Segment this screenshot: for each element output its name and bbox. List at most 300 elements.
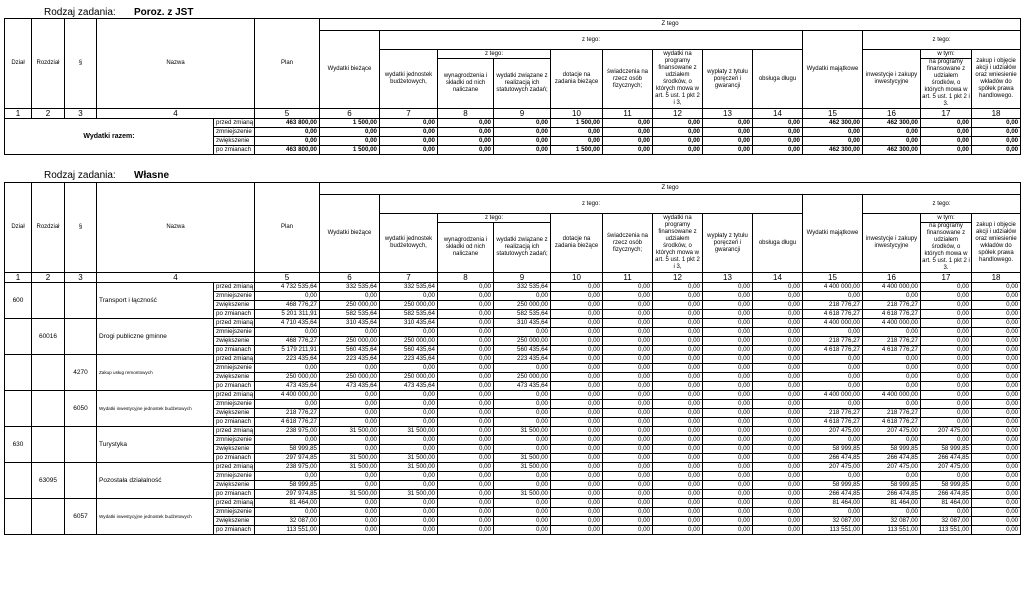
value-cell: 250 000,00	[320, 301, 380, 310]
value-cell: 0,00	[753, 373, 803, 382]
value-cell: 81 464,00	[863, 499, 921, 508]
table-row	[5, 355, 1021, 364]
value-cell: 0,00	[320, 481, 380, 490]
wydatki-razem-label: Wydatki razem:	[5, 119, 214, 155]
col-wydatki-biezace: Wydatki bieżące	[320, 195, 380, 273]
stage-label: po zmianach	[214, 382, 255, 391]
value-cell: 332 535,64	[380, 283, 438, 292]
num-9: 9	[494, 273, 551, 283]
num-2: 2	[32, 273, 65, 283]
num-15: 15	[803, 109, 863, 119]
value-cell: 0,00	[438, 346, 494, 355]
nazwa-cell: Drogi publiczne gminne	[97, 319, 214, 355]
col-w-tym: w tym:	[921, 50, 972, 59]
value-cell: 0,00	[551, 526, 603, 535]
value-cell: 0,00	[653, 481, 703, 490]
value-cell: 0,00	[863, 137, 921, 146]
value-cell: 0,00	[551, 391, 603, 400]
value-cell: 0,00	[255, 328, 320, 337]
col-programy-biez: wydatki na programy finansowane z udziałem środków, o których mowa w art. 5 ust. 1 pkt 2 i 3,	[653, 50, 703, 109]
value-cell: 0,00	[494, 391, 551, 400]
value-cell: 0,00	[438, 409, 494, 418]
value-cell: 0,00	[863, 472, 921, 481]
value-cell: 0,00	[494, 119, 551, 128]
value-cell: 0,00	[753, 128, 803, 137]
value-cell: 0,00	[753, 481, 803, 490]
stage-label: zmniejszenie	[214, 472, 255, 481]
num-3: 3	[65, 109, 97, 119]
num-11: 11	[603, 109, 653, 119]
value-cell: 0,00	[703, 472, 753, 481]
value-cell: 0,00	[255, 137, 320, 146]
value-cell: 81 464,00	[255, 499, 320, 508]
value-cell: 0,00	[653, 128, 703, 137]
value-cell: 250 000,00	[320, 373, 380, 382]
value-cell: 0,00	[603, 292, 653, 301]
value-cell: 0,00	[921, 418, 972, 427]
value-cell: 0,00	[703, 346, 753, 355]
value-cell: 0,00	[972, 463, 1021, 472]
value-cell: 0,00	[753, 427, 803, 436]
section1-title	[44, 7, 193, 18]
value-cell: 207 475,00	[921, 463, 972, 472]
value-cell: 0,00	[320, 418, 380, 427]
value-cell: 4 710 435,64	[255, 319, 320, 328]
value-cell: 0,00	[703, 400, 753, 409]
value-cell: 0,00	[921, 283, 972, 292]
value-cell: 0,00	[972, 472, 1021, 481]
stage-label: po zmianach	[214, 310, 255, 319]
value-cell: 0,00	[863, 328, 921, 337]
value-cell: 0,00	[603, 391, 653, 400]
num-17: 17	[921, 273, 972, 283]
col-z-tego: Z tego	[320, 19, 1021, 31]
value-cell: 0,00	[438, 418, 494, 427]
value-cell: 0,00	[703, 328, 753, 337]
value-cell: 0,00	[603, 373, 653, 382]
value-cell: 0,00	[551, 337, 603, 346]
value-cell: 58 999,85	[921, 481, 972, 490]
value-cell: 0,00	[703, 119, 753, 128]
value-cell: 0,00	[972, 517, 1021, 526]
value-cell: 238 975,00	[255, 427, 320, 436]
stage-label: zmniejszenie	[214, 364, 255, 373]
value-cell: 0,00	[921, 137, 972, 146]
value-cell: 0,00	[653, 463, 703, 472]
value-cell: 0,00	[753, 119, 803, 128]
value-cell: 0,00	[753, 454, 803, 463]
value-cell: 0,00	[551, 427, 603, 436]
value-cell: 0,00	[380, 409, 438, 418]
col-obsluga: obsługa długu	[753, 50, 803, 109]
value-cell: 0,00	[494, 418, 551, 427]
value-cell: 250 000,00	[494, 301, 551, 310]
value-cell: 0,00	[753, 328, 803, 337]
value-cell: 0,00	[438, 119, 494, 128]
value-cell: 218 776,27	[803, 409, 863, 418]
value-cell: 58 999,85	[921, 445, 972, 454]
value-cell: 31 500,00	[320, 427, 380, 436]
value-cell: 462 300,00	[863, 119, 921, 128]
value-cell: 0,00	[972, 283, 1021, 292]
value-cell: 1 500,00	[320, 119, 380, 128]
stage-label: przed zmianą	[214, 463, 255, 472]
value-cell: 0,00	[320, 400, 380, 409]
nazwa-cell: Pozostała działalność	[97, 463, 214, 499]
value-cell: 32 087,00	[921, 517, 972, 526]
col-inwestycje: inwestycje i zakupy inwestycyjne	[863, 214, 921, 273]
value-cell: 0,00	[863, 400, 921, 409]
value-cell: 0,00	[703, 146, 753, 155]
value-cell: 32 087,00	[803, 517, 863, 526]
value-cell: 0,00	[753, 400, 803, 409]
value-cell: 0,00	[603, 137, 653, 146]
num-6: 6	[320, 273, 380, 283]
value-cell: 0,00	[653, 328, 703, 337]
value-cell: 0,00	[703, 137, 753, 146]
value-cell: 0,00	[703, 427, 753, 436]
stage-label: zmniejszenie	[214, 292, 255, 301]
value-cell: 0,00	[255, 508, 320, 517]
value-cell: 0,00	[753, 463, 803, 472]
value-cell: 0,00	[551, 292, 603, 301]
col-plan: Plan	[255, 183, 320, 273]
value-cell: 0,00	[438, 472, 494, 481]
dzial-cell	[5, 355, 32, 391]
value-cell: 0,00	[380, 364, 438, 373]
value-cell: 1 500,00	[551, 119, 603, 128]
value-cell: 0,00	[753, 490, 803, 499]
stage-label: przed zmianą	[214, 355, 255, 364]
value-cell: 0,00	[703, 418, 753, 427]
value-cell: 0,00	[380, 418, 438, 427]
value-cell: 218 776,27	[803, 337, 863, 346]
value-cell: 0,00	[863, 364, 921, 373]
value-cell: 0,00	[753, 146, 803, 155]
value-cell: 0,00	[703, 499, 753, 508]
value-cell: 0,00	[972, 391, 1021, 400]
section1-value: Poroz. z JST	[134, 7, 194, 18]
section2-title	[44, 170, 169, 181]
value-cell: 113 551,00	[863, 526, 921, 535]
value-cell: 0,00	[753, 472, 803, 481]
value-cell: 0,00	[438, 526, 494, 535]
value-cell: 0,00	[653, 301, 703, 310]
value-cell: 0,00	[972, 526, 1021, 535]
num-8: 8	[438, 109, 494, 119]
value-cell: 0,00	[438, 454, 494, 463]
value-cell: 0,00	[603, 526, 653, 535]
dzial-cell	[5, 319, 32, 355]
value-cell: 0,00	[653, 382, 703, 391]
value-cell: 0,00	[863, 436, 921, 445]
value-cell: 0,00	[438, 337, 494, 346]
value-cell: 0,00	[653, 418, 703, 427]
value-cell: 0,00	[972, 146, 1021, 155]
value-cell: 473 435,64	[380, 382, 438, 391]
col-wynagrodzenia: wynagrodzenia i składki od nich naliczane	[438, 223, 494, 273]
value-cell: 0,00	[494, 409, 551, 418]
value-cell: 58 999,85	[803, 445, 863, 454]
value-cell: 207 475,00	[803, 463, 863, 472]
num-4: 4	[97, 273, 255, 283]
num-10: 10	[551, 109, 603, 119]
stage-label: przed zmianą	[214, 283, 255, 292]
value-cell: 0,00	[921, 436, 972, 445]
value-cell: 0,00	[494, 445, 551, 454]
value-cell: 0,00	[380, 472, 438, 481]
value-cell: 0,00	[803, 128, 863, 137]
value-cell: 0,00	[653, 526, 703, 535]
num-7: 7	[380, 273, 438, 283]
value-cell: 250 000,00	[320, 337, 380, 346]
col-z-tego-maj: z tego:	[863, 31, 1021, 50]
value-cell: 32 087,00	[255, 517, 320, 526]
value-cell: 0,00	[320, 472, 380, 481]
value-cell: 250 000,00	[494, 373, 551, 382]
col-wydatki-majatkowe: Wydatki majątkowe	[803, 31, 863, 109]
value-cell: 31 500,00	[320, 463, 380, 472]
value-cell: 0,00	[438, 490, 494, 499]
value-cell: 0,00	[803, 292, 863, 301]
value-cell: 0,00	[551, 508, 603, 517]
value-cell: 0,00	[972, 355, 1021, 364]
value-cell: 0,00	[551, 128, 603, 137]
value-cell: 0,00	[653, 499, 703, 508]
num-8: 8	[438, 273, 494, 283]
value-cell: 0,00	[972, 119, 1021, 128]
value-cell: 0,00	[653, 508, 703, 517]
value-cell: 0,00	[703, 337, 753, 346]
value-cell: 0,00	[803, 355, 863, 364]
col-inwestycje: inwestycje i zakupy inwestycyjne	[863, 50, 921, 109]
dzial-cell	[5, 463, 32, 499]
value-cell: 0,00	[551, 463, 603, 472]
value-cell: 0,00	[380, 526, 438, 535]
value-cell: 266 474,85	[803, 454, 863, 463]
value-cell: 560 435,64	[380, 346, 438, 355]
value-cell: 0,00	[703, 481, 753, 490]
value-cell: 0,00	[863, 373, 921, 382]
value-cell: 0,00	[255, 472, 320, 481]
value-cell: 0,00	[972, 373, 1021, 382]
value-cell: 0,00	[921, 400, 972, 409]
value-cell: 0,00	[320, 292, 380, 301]
value-cell: 4 618 776,27	[255, 418, 320, 427]
value-cell: 0,00	[921, 472, 972, 481]
value-cell: 4 618 776,27	[863, 346, 921, 355]
value-cell: 0,00	[972, 436, 1021, 445]
value-cell: 0,00	[753, 301, 803, 310]
col-z-tego-biez: z tego:	[380, 31, 803, 50]
value-cell: 266 474,85	[863, 454, 921, 463]
value-cell: 0,00	[921, 310, 972, 319]
value-cell: 0,00	[703, 391, 753, 400]
value-cell: 0,00	[603, 328, 653, 337]
value-cell: 0,00	[551, 418, 603, 427]
value-cell: 0,00	[603, 463, 653, 472]
value-cell: 582 535,64	[320, 310, 380, 319]
value-cell: 297 974,85	[255, 454, 320, 463]
stage-label: po zmianach	[214, 146, 255, 155]
stage-label: po zmianach	[214, 490, 255, 499]
table-row	[5, 391, 1021, 400]
value-cell: 0,00	[603, 445, 653, 454]
stage-label: przed zmianą	[214, 427, 255, 436]
value-cell: 0,00	[255, 292, 320, 301]
value-cell: 0,00	[703, 283, 753, 292]
value-cell: 0,00	[753, 526, 803, 535]
value-cell: 0,00	[921, 364, 972, 373]
value-cell: 468 776,27	[255, 301, 320, 310]
col-z-tego-biez: z tego:	[380, 195, 803, 214]
num-12: 12	[653, 109, 703, 119]
value-cell: 0,00	[753, 337, 803, 346]
value-cell: 0,00	[603, 382, 653, 391]
value-cell: 0,00	[551, 472, 603, 481]
value-cell: 0,00	[703, 292, 753, 301]
value-cell: 0,00	[603, 409, 653, 418]
value-cell: 0,00	[972, 508, 1021, 517]
value-cell: 0,00	[753, 508, 803, 517]
value-cell: 0,00	[603, 499, 653, 508]
value-cell: 32 087,00	[863, 517, 921, 526]
value-cell: 0,00	[921, 292, 972, 301]
value-cell: 0,00	[494, 292, 551, 301]
value-cell: 58 999,85	[255, 445, 320, 454]
value-cell: 0,00	[653, 319, 703, 328]
value-cell: 5 179 211,91	[255, 346, 320, 355]
value-cell: 0,00	[494, 508, 551, 517]
value-cell: 0,00	[494, 499, 551, 508]
table-row	[5, 119, 1021, 128]
value-cell: 0,00	[972, 364, 1021, 373]
value-cell: 0,00	[438, 373, 494, 382]
value-cell: 31 500,00	[494, 490, 551, 499]
value-cell: 0,00	[551, 283, 603, 292]
value-cell: 0,00	[703, 301, 753, 310]
stage-label: zwiększenie	[214, 337, 255, 346]
value-cell: 0,00	[653, 137, 703, 146]
value-cell: 0,00	[551, 355, 603, 364]
value-cell: 0,00	[972, 382, 1021, 391]
value-cell: 468 776,27	[255, 337, 320, 346]
value-cell: 0,00	[320, 517, 380, 526]
num-11: 11	[603, 273, 653, 283]
value-cell: 4 400 000,00	[803, 391, 863, 400]
value-cell: 4 400 000,00	[863, 283, 921, 292]
num-18: 18	[972, 109, 1021, 119]
value-cell: 0,00	[494, 137, 551, 146]
col-dotacje: dotacje na zadania bieżące	[551, 50, 603, 109]
value-cell: 31 500,00	[494, 463, 551, 472]
paragraf-cell: 6057	[65, 499, 97, 535]
col-dzial: Dział	[5, 183, 32, 273]
value-cell: 1 500,00	[320, 146, 380, 155]
value-cell: 0,00	[494, 472, 551, 481]
value-cell: 266 474,85	[863, 490, 921, 499]
value-cell: 0,00	[703, 436, 753, 445]
value-cell: 113 551,00	[255, 526, 320, 535]
value-cell: 4 618 776,27	[863, 310, 921, 319]
value-cell: 0,00	[753, 319, 803, 328]
rozdzial-cell	[32, 391, 65, 427]
num-9: 9	[494, 109, 551, 119]
value-cell: 0,00	[803, 328, 863, 337]
value-cell: 0,00	[494, 364, 551, 373]
value-cell: 218 776,27	[863, 337, 921, 346]
value-cell: 0,00	[972, 400, 1021, 409]
value-cell: 0,00	[438, 436, 494, 445]
col-z-tego: Z tego	[320, 183, 1021, 195]
value-cell: 0,00	[551, 499, 603, 508]
value-cell: 0,00	[603, 481, 653, 490]
value-cell: 0,00	[972, 292, 1021, 301]
col-plan: Plan	[255, 19, 320, 109]
value-cell: 0,00	[494, 436, 551, 445]
num-12: 12	[653, 273, 703, 283]
value-cell: 0,00	[438, 128, 494, 137]
num-1: 1	[5, 273, 32, 283]
value-cell: 0,00	[653, 391, 703, 400]
value-cell: 266 474,85	[921, 454, 972, 463]
value-cell: 58 999,85	[863, 481, 921, 490]
section2-value: Własne	[134, 170, 170, 181]
value-cell: 0,00	[551, 319, 603, 328]
value-cell: 0,00	[921, 328, 972, 337]
value-cell: 266 474,85	[921, 490, 972, 499]
col-zakup-akcji: zakup i objęcie akcji i udziałów oraz wniesienie wkładów do spółek prawa handlowego.	[972, 50, 1021, 109]
value-cell: 0,00	[972, 319, 1021, 328]
value-cell: 0,00	[494, 328, 551, 337]
col-z-tego-jedn: z tego:	[438, 50, 551, 59]
table-row	[5, 283, 1021, 292]
dzial-cell: 600	[5, 283, 32, 319]
value-cell: 0,00	[653, 346, 703, 355]
value-cell: 0,00	[603, 283, 653, 292]
value-cell: 58 999,85	[863, 445, 921, 454]
value-cell: 4 618 776,27	[863, 418, 921, 427]
col-programy-maj: na programy finansowane z udziałem środków, o których mowa w art. 5 ust. 1 pkt 2 i 3.	[922, 59, 970, 107]
col-wynagrodzenia: wynagrodzenia i składki od nich naliczane	[438, 59, 494, 109]
stage-label: zwiększenie	[214, 301, 255, 310]
value-cell: 4 618 776,27	[803, 346, 863, 355]
value-cell: 0,00	[603, 472, 653, 481]
value-cell: 0,00	[753, 310, 803, 319]
stage-label: po zmianach	[214, 526, 255, 535]
value-cell: 0,00	[380, 499, 438, 508]
value-cell: 0,00	[703, 382, 753, 391]
value-cell: 0,00	[703, 364, 753, 373]
value-cell: 0,00	[603, 418, 653, 427]
value-cell: 0,00	[551, 445, 603, 454]
value-cell: 0,00	[380, 128, 438, 137]
value-cell: 0,00	[653, 436, 703, 445]
value-cell: 0,00	[921, 119, 972, 128]
col-dotacje: dotacje na zadania bieżące	[551, 214, 603, 273]
value-cell: 0,00	[972, 499, 1021, 508]
value-cell: 0,00	[753, 283, 803, 292]
value-cell: 81 464,00	[921, 499, 972, 508]
value-cell: 0,00	[653, 427, 703, 436]
value-cell: 0,00	[380, 400, 438, 409]
value-cell: 0,00	[603, 364, 653, 373]
value-cell: 0,00	[438, 427, 494, 436]
value-cell: 0,00	[380, 146, 438, 155]
value-cell: 0,00	[438, 400, 494, 409]
value-cell: 0,00	[703, 319, 753, 328]
value-cell: 0,00	[653, 364, 703, 373]
